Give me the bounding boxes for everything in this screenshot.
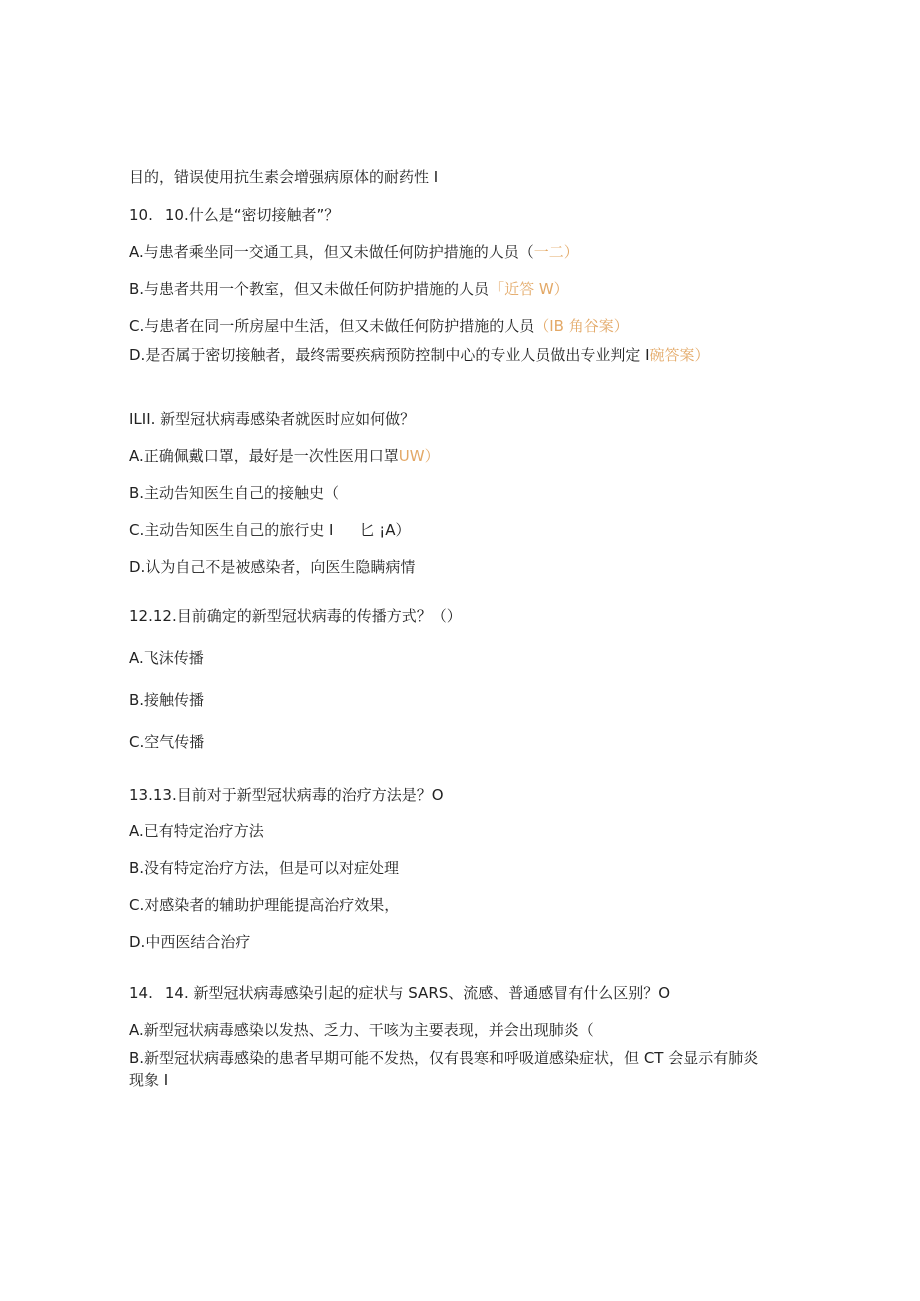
q13-option-b: B.没有特定治疗方法，但是可以对症处理	[129, 859, 400, 877]
prev-answer-tail: 目的，错误使用抗生素会增强病原体的耐药性 I	[129, 168, 439, 186]
q13-option-d: D.中西医结合治疗	[129, 933, 251, 951]
q11-option-a	[129, 445, 779, 467]
option-text: D.是否属于密切接触者，最终需要疾病预防控制中心的专业人员做出专业判定 I	[129, 346, 650, 364]
q11-option-b: B.主动告知医生自己的接触史（	[129, 484, 340, 502]
question-13: 13.13.目前对于新型冠状病毒的治疗方法是？O	[129, 786, 444, 804]
q12-option-b: B.接触传播	[129, 691, 205, 709]
q14-option-a: A.新型冠状病毒感染以发热、乏力、干咳为主要表现，并会出现肺炎（	[129, 1021, 594, 1039]
option-text: B.与患者共用一个教室，但又未做任何防护措施的人员	[129, 280, 490, 298]
q14-option-b: B.新型冠状病毒感染的患者早期可能不发热，仅有畏寒和呼吸道感染症状，但 CT 会显示有肺炎现象 I	[129, 1049, 759, 1089]
option-text: C.与患者在同一所房屋中生活，但又未做任何防护措施的人员	[129, 317, 535, 335]
q13-option-c: C.对感染者的辅助护理能提高治疗效果，	[129, 896, 400, 914]
option-tail: 匕 ¡A）	[359, 521, 411, 539]
q12-option-c: C.空气传播	[129, 733, 205, 751]
question-11: ILII. 新型冠状病毒感染者就医时应如何做？	[129, 410, 416, 428]
q13-option-a: A.已有特定治疗方法	[129, 822, 264, 840]
question-number: 14.	[129, 984, 153, 1002]
option-text: A.与患者乘坐同一交通工具，但又未做任何防护措施的人员（	[129, 243, 534, 261]
answer-hint: 碗答案）	[649, 346, 710, 364]
answer-hint: 「近答 W）	[489, 280, 569, 298]
question-14	[129, 982, 779, 1004]
q11-option-d: D.认为自己不是被感染者，向医生隐瞒病情	[129, 558, 416, 576]
answer-hint: 一二）	[533, 243, 579, 261]
q10-option-b	[129, 278, 779, 300]
q10-option-d	[129, 344, 769, 366]
question-10	[129, 204, 779, 226]
option-text: C.主动告知医生自己的旅行史 I	[129, 521, 334, 539]
question-text: 10.什么是“密切接触者”？	[164, 206, 340, 224]
answer-hint: （IB 角谷案）	[534, 317, 629, 335]
q10-option-c	[129, 315, 779, 337]
q11-option-c	[129, 519, 779, 541]
question-number: 10.	[129, 206, 153, 224]
option-text: A.正确佩戴口罩，最好是一次性医用口罩	[129, 447, 399, 465]
answer-hint: UW）	[398, 447, 440, 465]
question-12: 12.12.目前确定的新型冠状病毒的传播方式？（）	[129, 607, 462, 625]
question-text: 14. 新型冠状病毒感染引起的症状与 SARS、流感、普通感冒有什么区别？O	[164, 984, 671, 1002]
q10-option-a	[129, 241, 779, 263]
q12-option-a: A.飞沫传播	[129, 649, 204, 667]
